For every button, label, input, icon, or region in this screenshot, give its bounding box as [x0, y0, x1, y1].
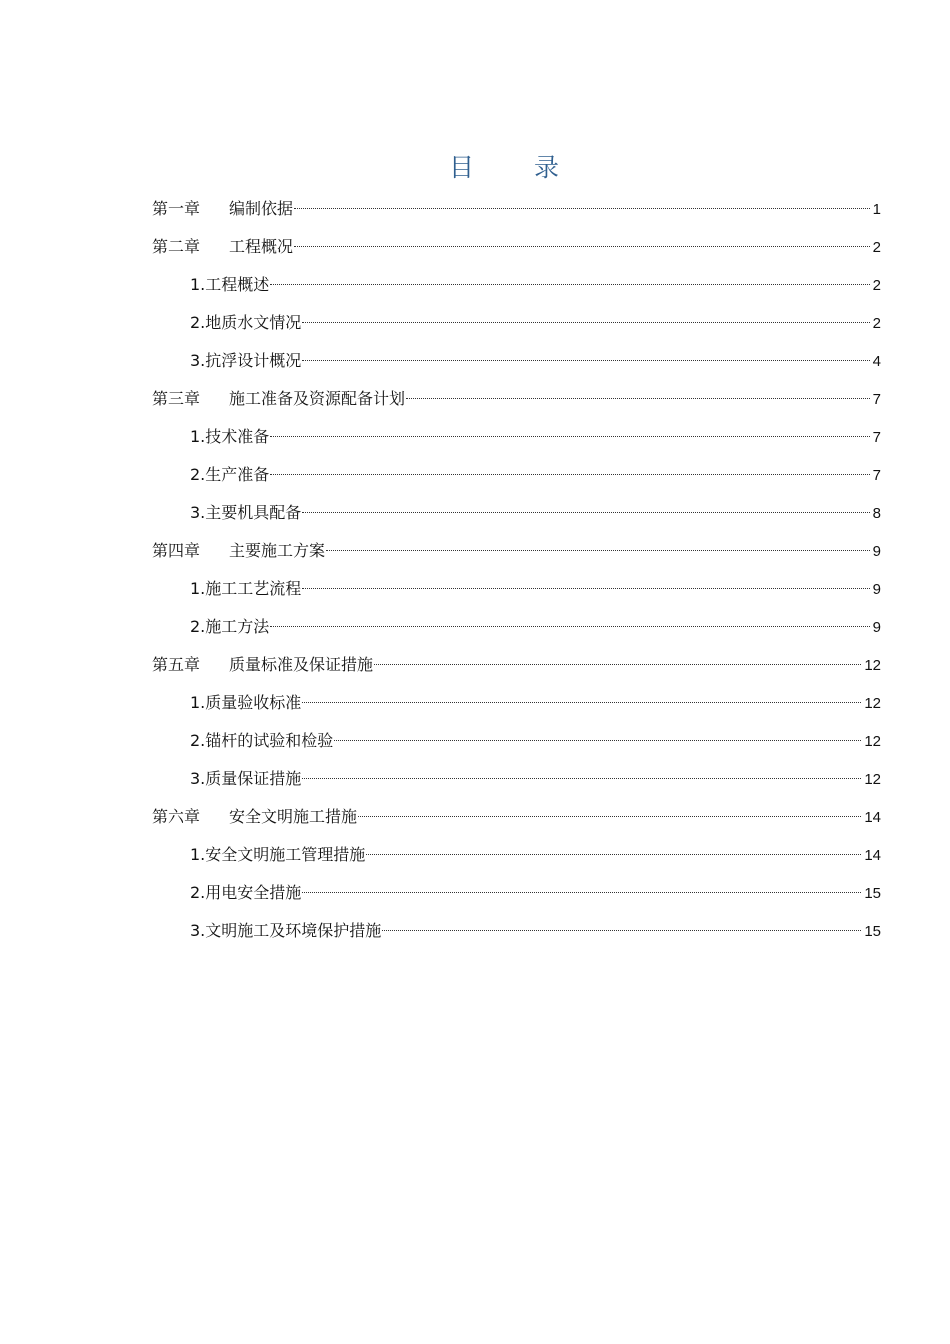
toc-entry-title: 施工准备及资源配备计划	[229, 389, 406, 408]
toc-entry-title: 质量标准及保证措施	[229, 655, 374, 674]
toc-subentry[interactable]	[152, 418, 881, 456]
dot-leader	[270, 474, 869, 475]
dot-leader	[270, 626, 869, 627]
page-number: 15	[864, 923, 881, 940]
dot-leader	[302, 360, 869, 361]
page-number: 9	[872, 543, 881, 560]
toc-entry[interactable]	[152, 798, 881, 836]
toc-entry[interactable]	[152, 190, 881, 228]
page-number: 2	[872, 315, 881, 332]
chapter-number: 第一章	[152, 199, 201, 218]
page-number: 1	[872, 201, 881, 218]
page-number: 12	[864, 657, 881, 674]
toc-entry-title: 2.生产准备	[190, 465, 270, 484]
toc-title: 目 录	[449, 153, 585, 182]
toc-entry[interactable]	[152, 228, 881, 266]
dot-leader	[382, 930, 861, 931]
toc-entry-title: 2.用电安全措施	[190, 883, 302, 902]
page-number: 7	[872, 429, 881, 446]
toc-entry-title: 1.安全文明施工管理措施	[190, 845, 366, 864]
dot-leader	[302, 588, 869, 589]
page-number: 12	[864, 771, 881, 788]
chapter-number: 第四章	[152, 541, 201, 560]
dot-leader	[374, 664, 861, 665]
toc-entry-title: 3.文明施工及环境保护措施	[190, 921, 382, 940]
toc-entry-title: 安全文明施工措施	[229, 807, 358, 826]
dot-leader	[294, 208, 870, 209]
dot-leader	[270, 284, 869, 285]
dot-leader	[302, 322, 869, 323]
dot-leader	[406, 398, 870, 399]
toc-entry-title: 2.锚杆的试验和检验	[190, 731, 334, 750]
page-number: 12	[864, 695, 881, 712]
toc-subentry[interactable]	[152, 456, 881, 494]
toc-entry-title: 编制依据	[229, 199, 294, 218]
toc-entry-title: 2.地质水文情况	[190, 313, 302, 332]
page-number: 14	[864, 847, 881, 864]
chapter-number: 第五章	[152, 655, 201, 674]
toc-entry-title: 1.技术准备	[190, 427, 270, 446]
toc-subentry[interactable]	[152, 266, 881, 304]
dot-leader	[302, 702, 861, 703]
toc-subentry[interactable]	[152, 608, 881, 646]
page-number: 8	[872, 505, 881, 522]
toc-entry-title: 3.抗浮设计概况	[190, 351, 302, 370]
toc-entry-title: 3.质量保证措施	[190, 769, 302, 788]
toc-subentry[interactable]	[152, 722, 881, 760]
page-number: 9	[872, 581, 881, 598]
dot-leader	[334, 740, 861, 741]
dot-leader	[358, 816, 861, 817]
chapter-number: 第六章	[152, 807, 201, 826]
toc-entry-title: 2.施工方法	[190, 617, 270, 636]
page-number: 9	[872, 619, 881, 636]
toc-entry-title: 1.工程概述	[190, 275, 270, 294]
toc-subentry[interactable]	[152, 494, 881, 532]
dot-leader	[302, 778, 861, 779]
page-number: 2	[872, 277, 881, 294]
toc-entry-title: 1.质量验收标准	[190, 693, 302, 712]
page-number: 4	[872, 353, 881, 370]
dot-leader	[302, 512, 869, 513]
table-of-contents	[152, 190, 881, 950]
toc-subentry[interactable]	[152, 760, 881, 798]
toc-subentry[interactable]	[152, 874, 881, 912]
toc-subentry[interactable]	[152, 836, 881, 874]
page-number: 15	[864, 885, 881, 902]
dot-leader	[366, 854, 861, 855]
page-number: 7	[872, 467, 881, 484]
toc-subentry[interactable]	[152, 570, 881, 608]
page-number: 7	[872, 391, 881, 408]
toc-subentry[interactable]	[152, 342, 881, 380]
chapter-number: 第二章	[152, 237, 201, 256]
dot-leader	[270, 436, 869, 437]
toc-entry[interactable]	[152, 646, 881, 684]
toc-subentry[interactable]	[152, 684, 881, 722]
toc-entry-title: 3.主要机具配备	[190, 503, 302, 522]
dot-leader	[294, 246, 870, 247]
page-number: 12	[864, 733, 881, 750]
toc-entry[interactable]	[152, 380, 881, 418]
dot-leader	[326, 550, 870, 551]
toc-subentry[interactable]	[152, 912, 881, 950]
toc-entry-title: 1.施工工艺流程	[190, 579, 302, 598]
chapter-number: 第三章	[152, 389, 201, 408]
toc-entry-title: 主要施工方案	[229, 541, 326, 560]
toc-subentry[interactable]	[152, 304, 881, 342]
page-number: 2	[872, 239, 881, 256]
dot-leader	[302, 892, 861, 893]
toc-entry[interactable]	[152, 532, 881, 570]
page-number: 14	[864, 809, 881, 826]
toc-entry-title: 工程概况	[229, 237, 294, 256]
